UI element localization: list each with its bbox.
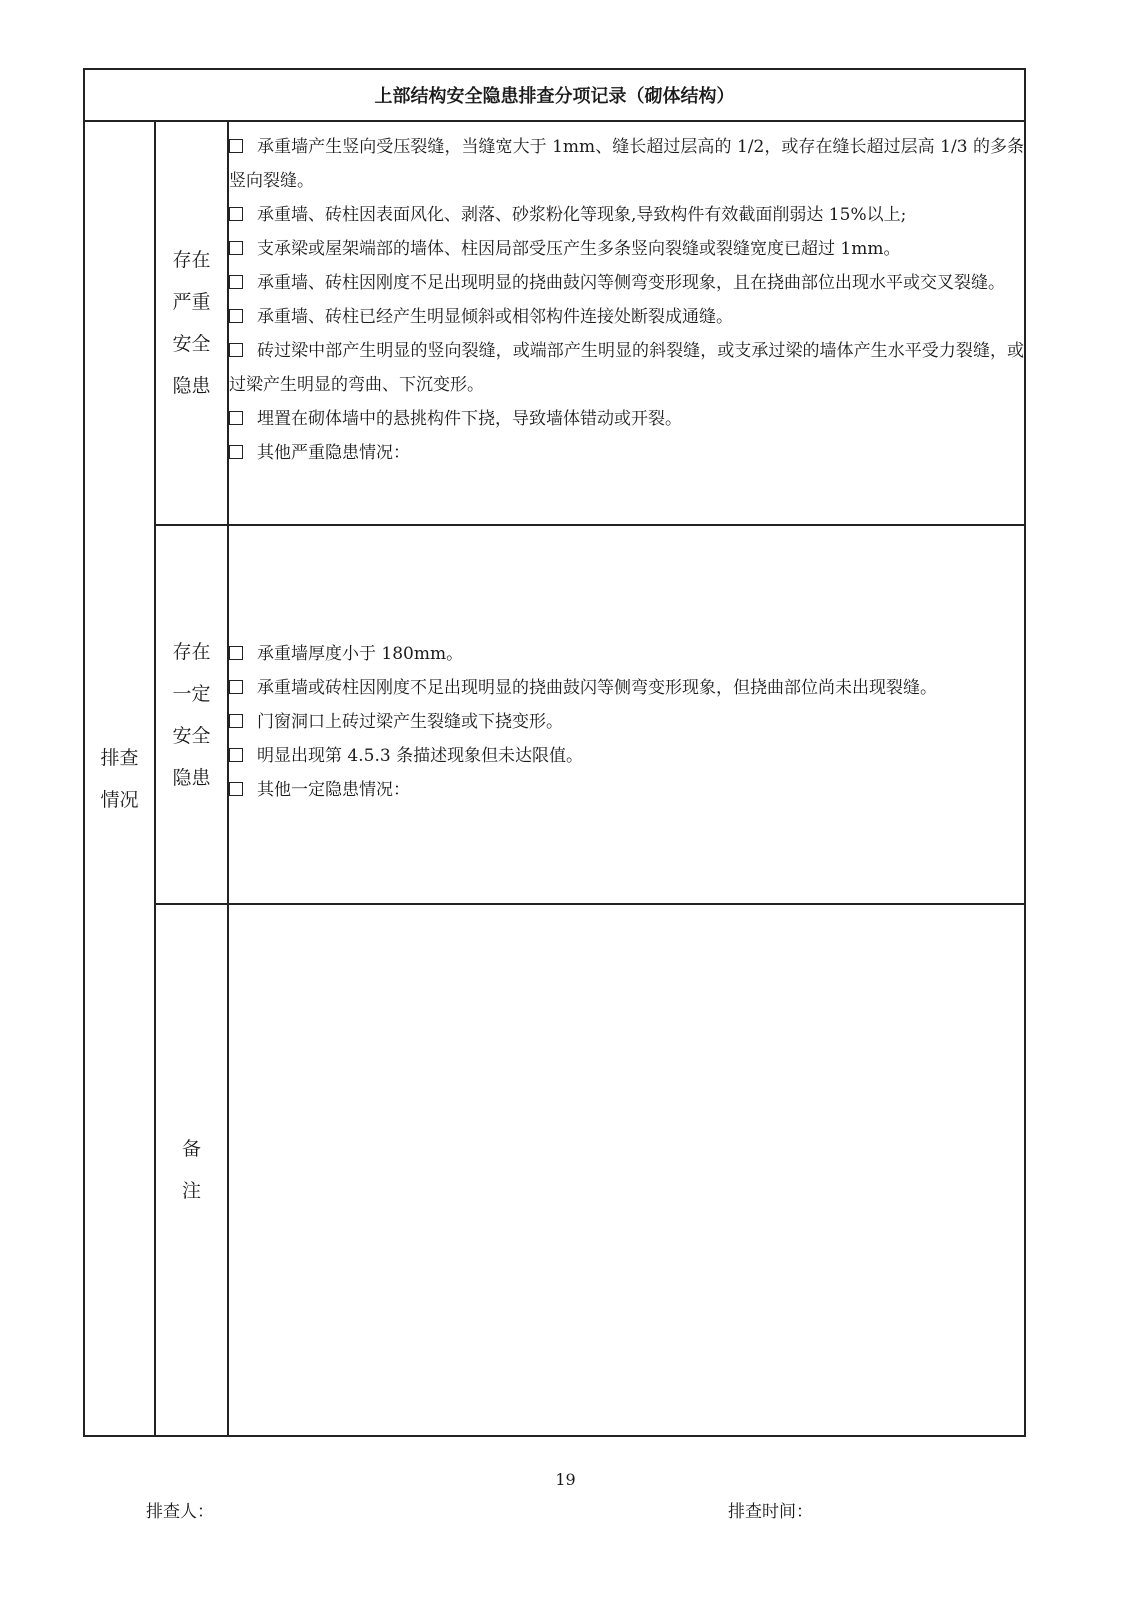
general-label-line: 存在 xyxy=(172,640,211,663)
severe-items-cell xyxy=(228,121,1025,525)
general-label-line: 隐患 xyxy=(172,766,211,789)
notes-label-line: 注 xyxy=(181,1180,201,1202)
general-item: 承重墙厚度小于 180mm。 xyxy=(229,637,1024,671)
severe-item: 埋置在砌体墙中的悬挑构件下挠，导致墙体错动或开裂。 xyxy=(229,402,1024,436)
general-label-cell xyxy=(155,525,228,904)
section-label-line: 排查 xyxy=(100,746,139,769)
checkbox-icon[interactable] xyxy=(229,207,243,221)
checkbox-icon[interactable] xyxy=(229,309,243,323)
severe-item: 承重墙产生竖向受压裂缝，当缝宽大于 1mm、缝长超过层高的 1/2，或存在缝长超过层高 1/3 的多条竖向裂缝。 xyxy=(229,137,1025,191)
general-label-line: 安全 xyxy=(172,724,211,747)
checkbox-icon[interactable] xyxy=(229,714,243,728)
notes-label-cell xyxy=(155,904,228,1436)
page-number: 19 xyxy=(555,1470,576,1489)
severe-label-line: 安全 xyxy=(172,333,211,355)
checkbox-icon[interactable] xyxy=(229,782,243,796)
inspector-label: 排查人： xyxy=(146,1502,214,1522)
notes-field[interactable] xyxy=(228,904,1025,1436)
severe-label-line: 隐患 xyxy=(172,375,211,397)
severe-item: 支承梁或屋架端部的墙体、柱因局部受压产生多条竖向裂缝或裂缝宽度已超过 1mm。 xyxy=(229,232,1024,266)
checkbox-icon[interactable] xyxy=(229,680,243,694)
severe-label-line: 存在 xyxy=(172,249,211,271)
inspection-form-table xyxy=(83,68,1026,1437)
form-title: 上部结构安全隐患排查分项记录（砌体结构） xyxy=(84,69,1025,121)
checkbox-icon[interactable] xyxy=(229,275,243,289)
severe-label-line: 严重 xyxy=(172,291,211,313)
general-item: 承重墙或砖柱因刚度不足出现明显的挠曲鼓闪等侧弯变形现象，但挠曲部位尚未出现裂缝。 xyxy=(229,671,1024,705)
checkbox-icon[interactable] xyxy=(229,139,243,153)
section-label-line: 情况 xyxy=(100,788,139,811)
general-item: 明显出现第 4.5.3 条描述现象但未达限值。 xyxy=(229,739,1024,773)
checkbox-icon[interactable] xyxy=(229,445,243,459)
checkbox-icon[interactable] xyxy=(229,646,243,660)
severe-item: 砖过梁中部产生明显的竖向裂缝，或端部产生明显的斜裂缝，或支承过梁的墙体产生水平受力裂缝，或过梁产生明显的弯曲、下沉变形。 xyxy=(229,341,1025,395)
general-item: 其他一定隐患情况： xyxy=(229,773,1024,807)
general-items-cell xyxy=(228,525,1025,904)
severe-item: 其他严重隐患情况： xyxy=(229,436,1024,470)
checkbox-icon[interactable] xyxy=(229,343,243,357)
section-label-cell xyxy=(84,121,155,1436)
severe-item: 承重墙、砖柱因表面风化、剥落、砂浆粉化等现象,导致构件有效截面削弱达 15%以上; xyxy=(229,198,1024,232)
checkbox-icon[interactable] xyxy=(229,411,243,425)
severe-item: 承重墙、砖柱因刚度不足出现明显的挠曲鼓闪等侧弯变形现象，且在挠曲部位出现水平或交叉裂缝。 xyxy=(229,266,1024,300)
general-item: 门窗洞口上砖过梁产生裂缝或下挠变形。 xyxy=(229,705,1024,739)
general-label-line: 一定 xyxy=(172,682,211,705)
checkbox-icon[interactable] xyxy=(229,241,243,255)
checkbox-icon[interactable] xyxy=(229,748,243,762)
severe-item: 承重墙、砖柱已经产生明显倾斜或相邻构件连接处断裂成通缝。 xyxy=(229,300,1024,334)
severe-label-cell xyxy=(155,121,228,525)
notes-label-line: 备 xyxy=(181,1138,201,1160)
inspect-time-label: 排查时间： xyxy=(728,1502,813,1522)
